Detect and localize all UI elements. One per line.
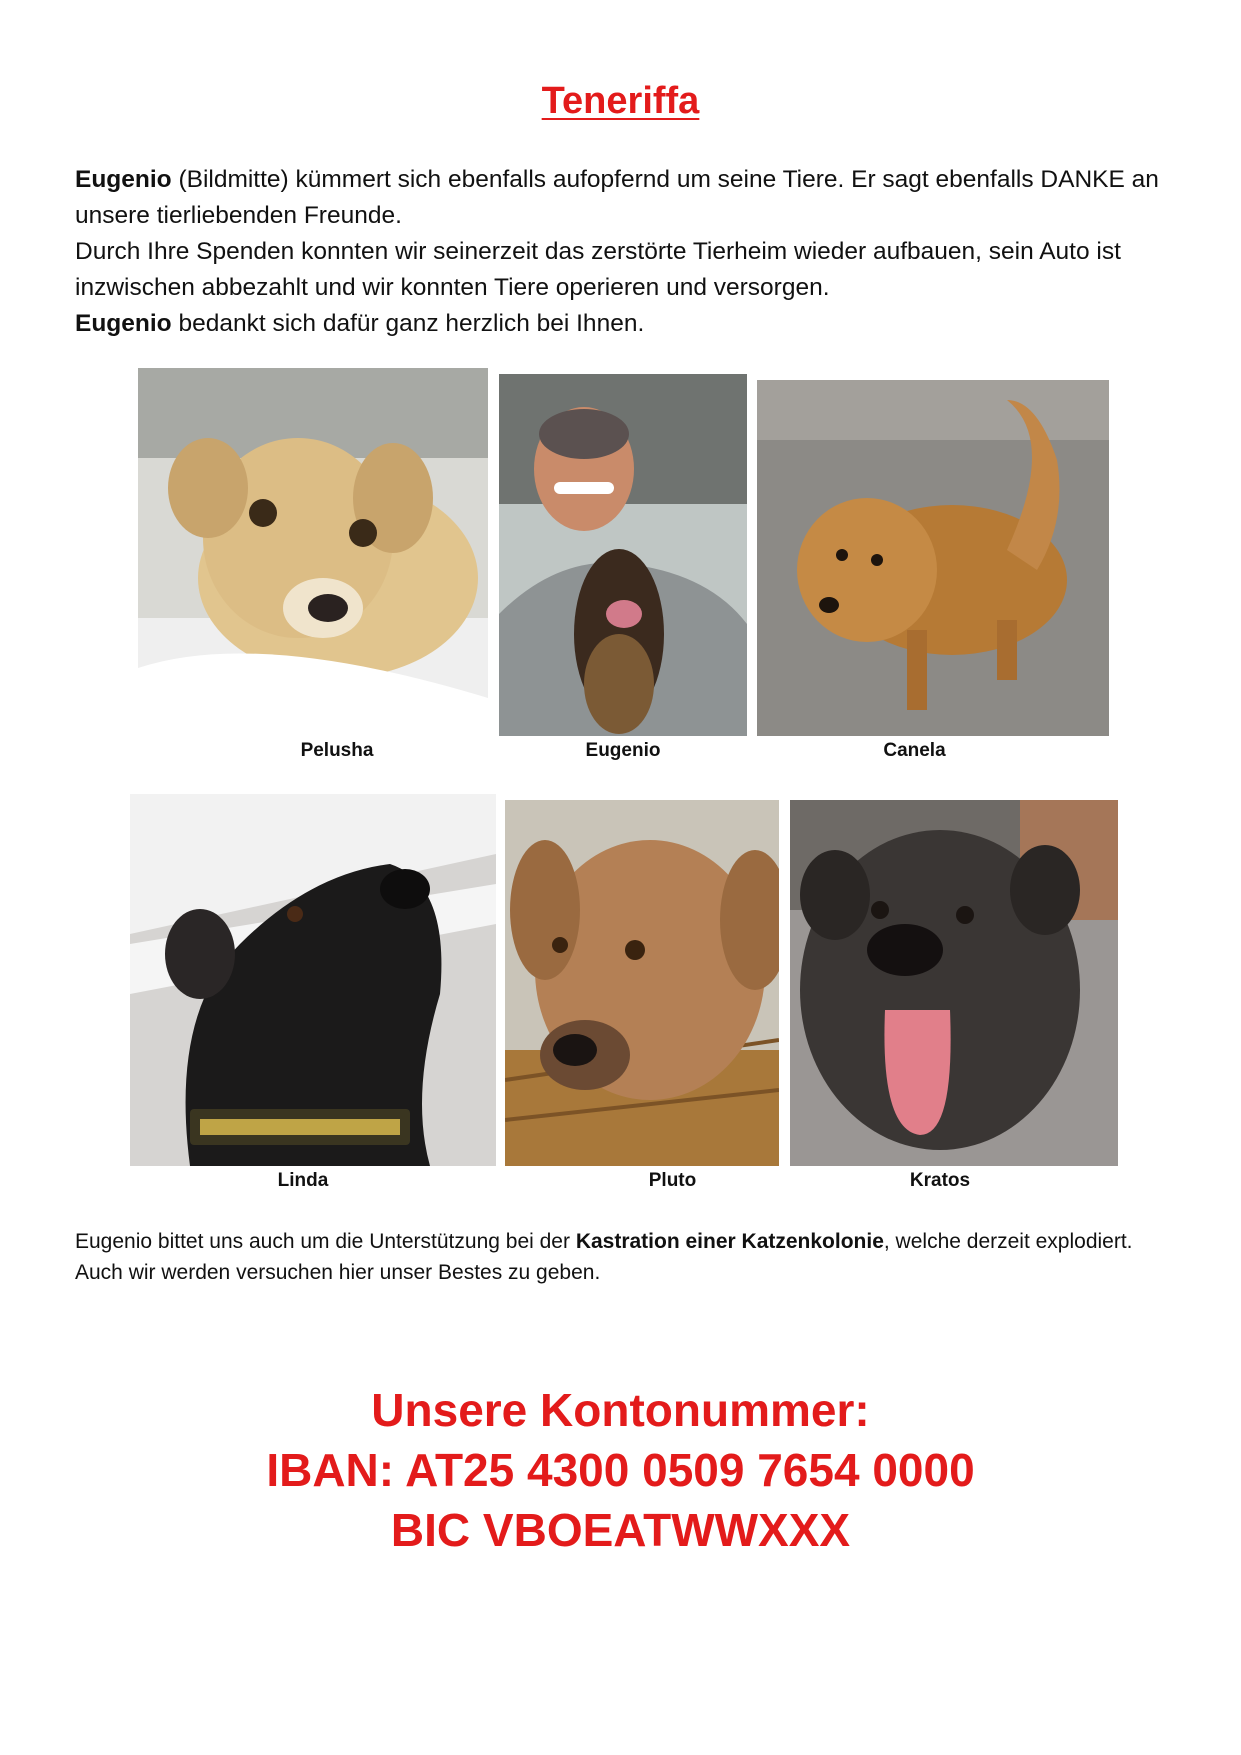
intro-paragraph-3 (75, 306, 1175, 342)
outro-bold: Kastration einer Katzenkolonie (575, 1230, 884, 1253)
intro-name-3: Eugenio (75, 310, 172, 337)
caption-pluto: Pluto (648, 1170, 697, 1191)
photo-pelusha (138, 368, 488, 736)
caption-eugenio: Eugenio (585, 740, 661, 761)
eugenio-image (499, 374, 747, 736)
photo-pluto (505, 800, 779, 1166)
photo-linda (130, 794, 496, 1166)
caption-linda: Linda (277, 1170, 329, 1191)
caption-kratos: Kratos (909, 1170, 971, 1191)
caption-pelusha: Pelusha (300, 740, 374, 761)
intro-name-1: Eugenio (75, 166, 172, 193)
page-title: Teneriffa (541, 80, 700, 122)
canela-image (757, 380, 1109, 736)
linda-image (130, 794, 496, 1166)
photo-eugenio (499, 374, 747, 736)
caption-canela: Canela (883, 740, 946, 761)
photo-kratos (790, 800, 1118, 1166)
intro-text (75, 162, 1175, 342)
outro-text (75, 1226, 1175, 1288)
photo-canela (757, 380, 1109, 736)
bank-bic: BIC VBOEATWWXXX (390, 1504, 851, 1556)
intro-paragraph-2: Durch Ihre Spenden konnten wir seinerzeit das zerstörte Tierheim wieder aufbauen, sein Auto ist inzwischen abbezahlt und wir konnten Tiere operieren und versorgen. (75, 238, 1121, 301)
bank-heading: Unsere Kontonummer: (371, 1384, 870, 1436)
pluto-image (505, 800, 779, 1166)
intro-text-3: bedankt sich dafür ganz herzlich bei Ihnen. (171, 310, 645, 337)
outro-text-2: , welche derzeit explodiert. Auch wir werden versuchen hier unser Bestes zu geben. (75, 1230, 1133, 1284)
outro-text-1: Eugenio bittet uns auch um die Unterstützung bei der (75, 1230, 576, 1253)
bank-iban: IBAN: AT25 4300 0509 7654 0000 (266, 1444, 975, 1496)
intro-text-1: (Bildmitte) kümmert sich ebenfalls aufopfernd um seine Tiere. Er sagt ebenfalls DANKE an unsere tierliebenden Freunde. (75, 166, 1159, 229)
intro-paragraph-1 (75, 162, 1175, 234)
pelusha-image (138, 368, 488, 736)
outro-paragraph (75, 1226, 1175, 1288)
kratos-image (790, 800, 1118, 1166)
